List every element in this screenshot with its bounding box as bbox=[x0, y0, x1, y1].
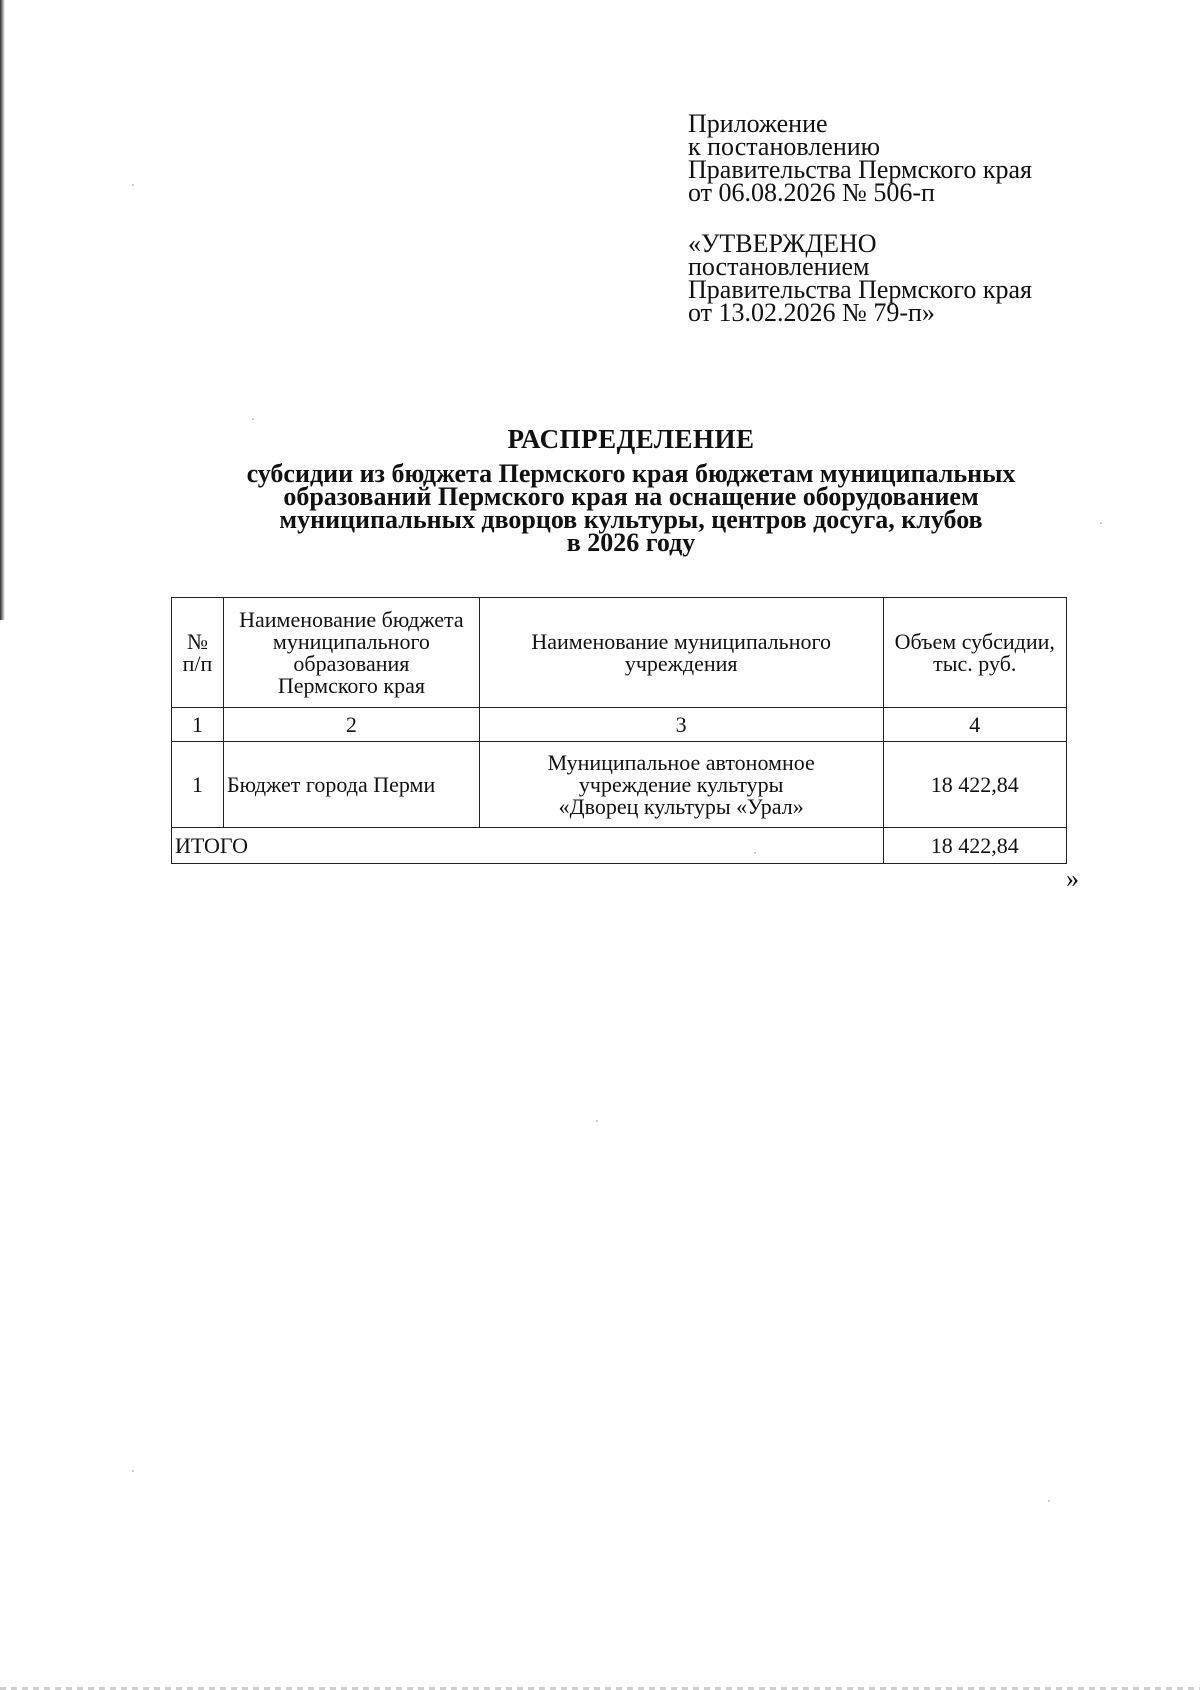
table-row bbox=[172, 742, 1067, 828]
scan-speck bbox=[1100, 522, 1102, 524]
row-number: 1 bbox=[172, 742, 224, 828]
distribution-table bbox=[171, 597, 1067, 864]
subtitle-line: муниципальных дворцов культуры, центров досуга, клубов bbox=[279, 505, 983, 534]
header-budget: Наименование бюджета муниципального образования Пермского края bbox=[223, 598, 479, 708]
scan-edge-shadow bbox=[0, 0, 5, 620]
scan-speck bbox=[1048, 1500, 1050, 1502]
column-index: 1 bbox=[172, 708, 224, 742]
appendix-line: от 06.08.2026 № 506-п bbox=[688, 178, 935, 207]
subtitle-line: образований Пермского края на оснащение оборудованием bbox=[283, 482, 979, 511]
scan-speck bbox=[132, 1470, 134, 1472]
column-index: 2 bbox=[223, 708, 479, 742]
document-title: РАСПРЕДЕЛЕНИЕ bbox=[507, 424, 755, 454]
row-budget: Бюджет города Перми bbox=[223, 742, 479, 828]
scan-speck bbox=[754, 852, 756, 854]
approved-line: постановлением bbox=[688, 252, 870, 281]
subtitle-line: субсидии из бюджета Пермского края бюджетам муниципальных bbox=[246, 459, 1016, 488]
column-index: 3 bbox=[479, 708, 883, 742]
subtitle-line: в 2026 году bbox=[566, 528, 696, 557]
document-subtitle bbox=[160, 459, 1102, 557]
scan-speck bbox=[252, 418, 254, 420]
approved-line: от 13.02.2026 № 79-п» bbox=[688, 298, 935, 327]
table-total-row bbox=[172, 828, 1067, 864]
appendix-header bbox=[688, 109, 1128, 207]
column-index-row bbox=[172, 708, 1067, 742]
header-number: № п/п bbox=[172, 598, 224, 708]
scan-speck bbox=[132, 184, 134, 186]
appendix-line: Приложение bbox=[688, 109, 828, 138]
column-index: 4 bbox=[883, 708, 1067, 742]
approved-line: Правительства Пермского края bbox=[688, 275, 1032, 304]
table-header-row bbox=[172, 598, 1067, 708]
closing-quote: » bbox=[1066, 864, 1079, 893]
header-volume: Объем субсидии, тыс. руб. bbox=[883, 598, 1067, 708]
approved-line: «УТВЕРЖДЕНО bbox=[688, 229, 877, 258]
scan-speck bbox=[596, 1120, 598, 1122]
header-institution: Наименование муниципального учреждения bbox=[479, 598, 883, 708]
approved-header bbox=[688, 229, 1128, 327]
row-volume: 18 422,84 bbox=[883, 742, 1067, 828]
appendix-line: Правительства Пермского края bbox=[688, 155, 1032, 184]
appendix-line: к постановлению bbox=[688, 132, 881, 161]
total-label: ИТОГО bbox=[172, 828, 884, 864]
total-volume: 18 422,84 bbox=[883, 828, 1067, 864]
row-institution: Муниципальное автономное учреждение культуры «Дворец культуры «Урал» bbox=[479, 742, 883, 828]
